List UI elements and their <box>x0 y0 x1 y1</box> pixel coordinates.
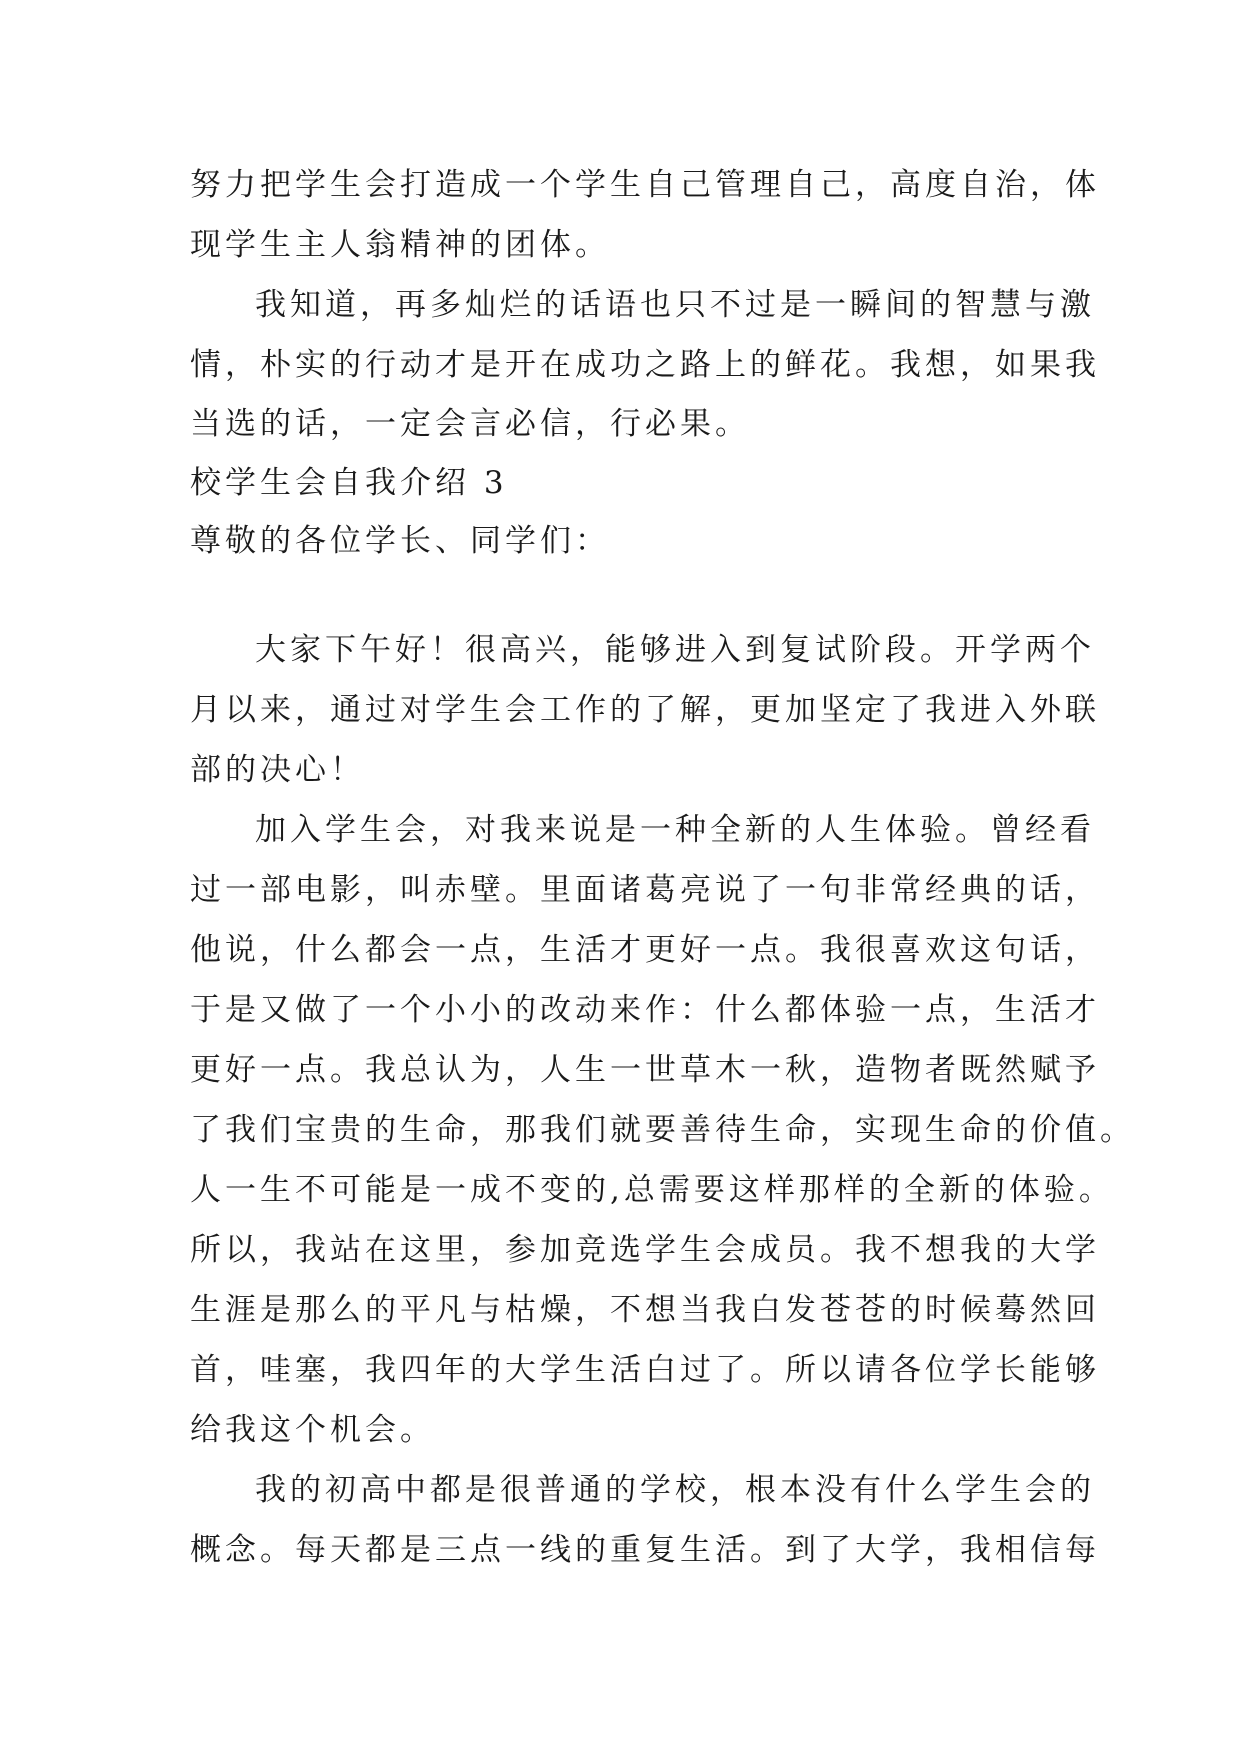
text-line: 过一部电影，叫赤壁。里面诸葛亮说了一句非常经典的话， <box>190 872 1100 908</box>
text-line: 情，朴实的行动才是开在成功之路上的鲜花。我想，如果我 <box>190 347 1100 383</box>
salutation: 尊敬的各位学长、同学们： <box>190 523 610 559</box>
section-heading: 校学生会自我介绍 3 <box>190 465 508 501</box>
text-line: 人一生不可能是一成不变的,总需要这样那样的全新的体验。 <box>190 1172 1114 1208</box>
text-line: 生涯是那么的平凡与枯燥，不想当我白发苍苍的时候蓦然回 <box>190 1292 1100 1328</box>
text-line: 月以来，通过对学生会工作的了解，更加坚定了我进入外联 <box>190 692 1100 728</box>
text-line: 努力把学生会打造成一个学生自己管理自己，高度自治，体 <box>190 167 1100 203</box>
text-line: 当选的话，一定会言必信，行必果。 <box>190 406 750 442</box>
text-line: 于是又做了一个小小的改动来作：什么都体验一点，生活才 <box>190 992 1100 1028</box>
text-line: 加入学生会，对我来说是一种全新的人生体验。曾经看 <box>255 812 1095 848</box>
text-line: 首，哇塞，我四年的大学生活白过了。所以请各位学长能够 <box>190 1352 1100 1388</box>
text-line: 现学生主人翁精神的团体。 <box>190 227 610 263</box>
text-line: 大家下午好！很高兴，能够进入到复试阶段。开学两个 <box>255 632 1095 668</box>
text-line: 他说，什么都会一点，生活才更好一点。我很喜欢这句话， <box>190 932 1100 968</box>
text-line: 我知道，再多灿烂的话语也只不过是一瞬间的智慧与激 <box>255 287 1095 323</box>
text-line: 给我这个机会。 <box>190 1412 435 1448</box>
text-line: 部的决心！ <box>190 752 365 788</box>
text-line: 了我们宝贵的生命，那我们就要善待生命，实现生命的价值。 <box>190 1112 1135 1148</box>
text-line: 我的初高中都是很普通的学校，根本没有什么学生会的 <box>255 1472 1095 1508</box>
text-line: 更好一点。我总认为，人生一世草木一秋，造物者既然赋予 <box>190 1052 1100 1088</box>
text-line: 所以，我站在这里，参加竞选学生会成员。我不想我的大学 <box>190 1232 1100 1268</box>
text-line: 概念。每天都是三点一线的重复生活。到了大学，我相信每 <box>190 1532 1100 1568</box>
